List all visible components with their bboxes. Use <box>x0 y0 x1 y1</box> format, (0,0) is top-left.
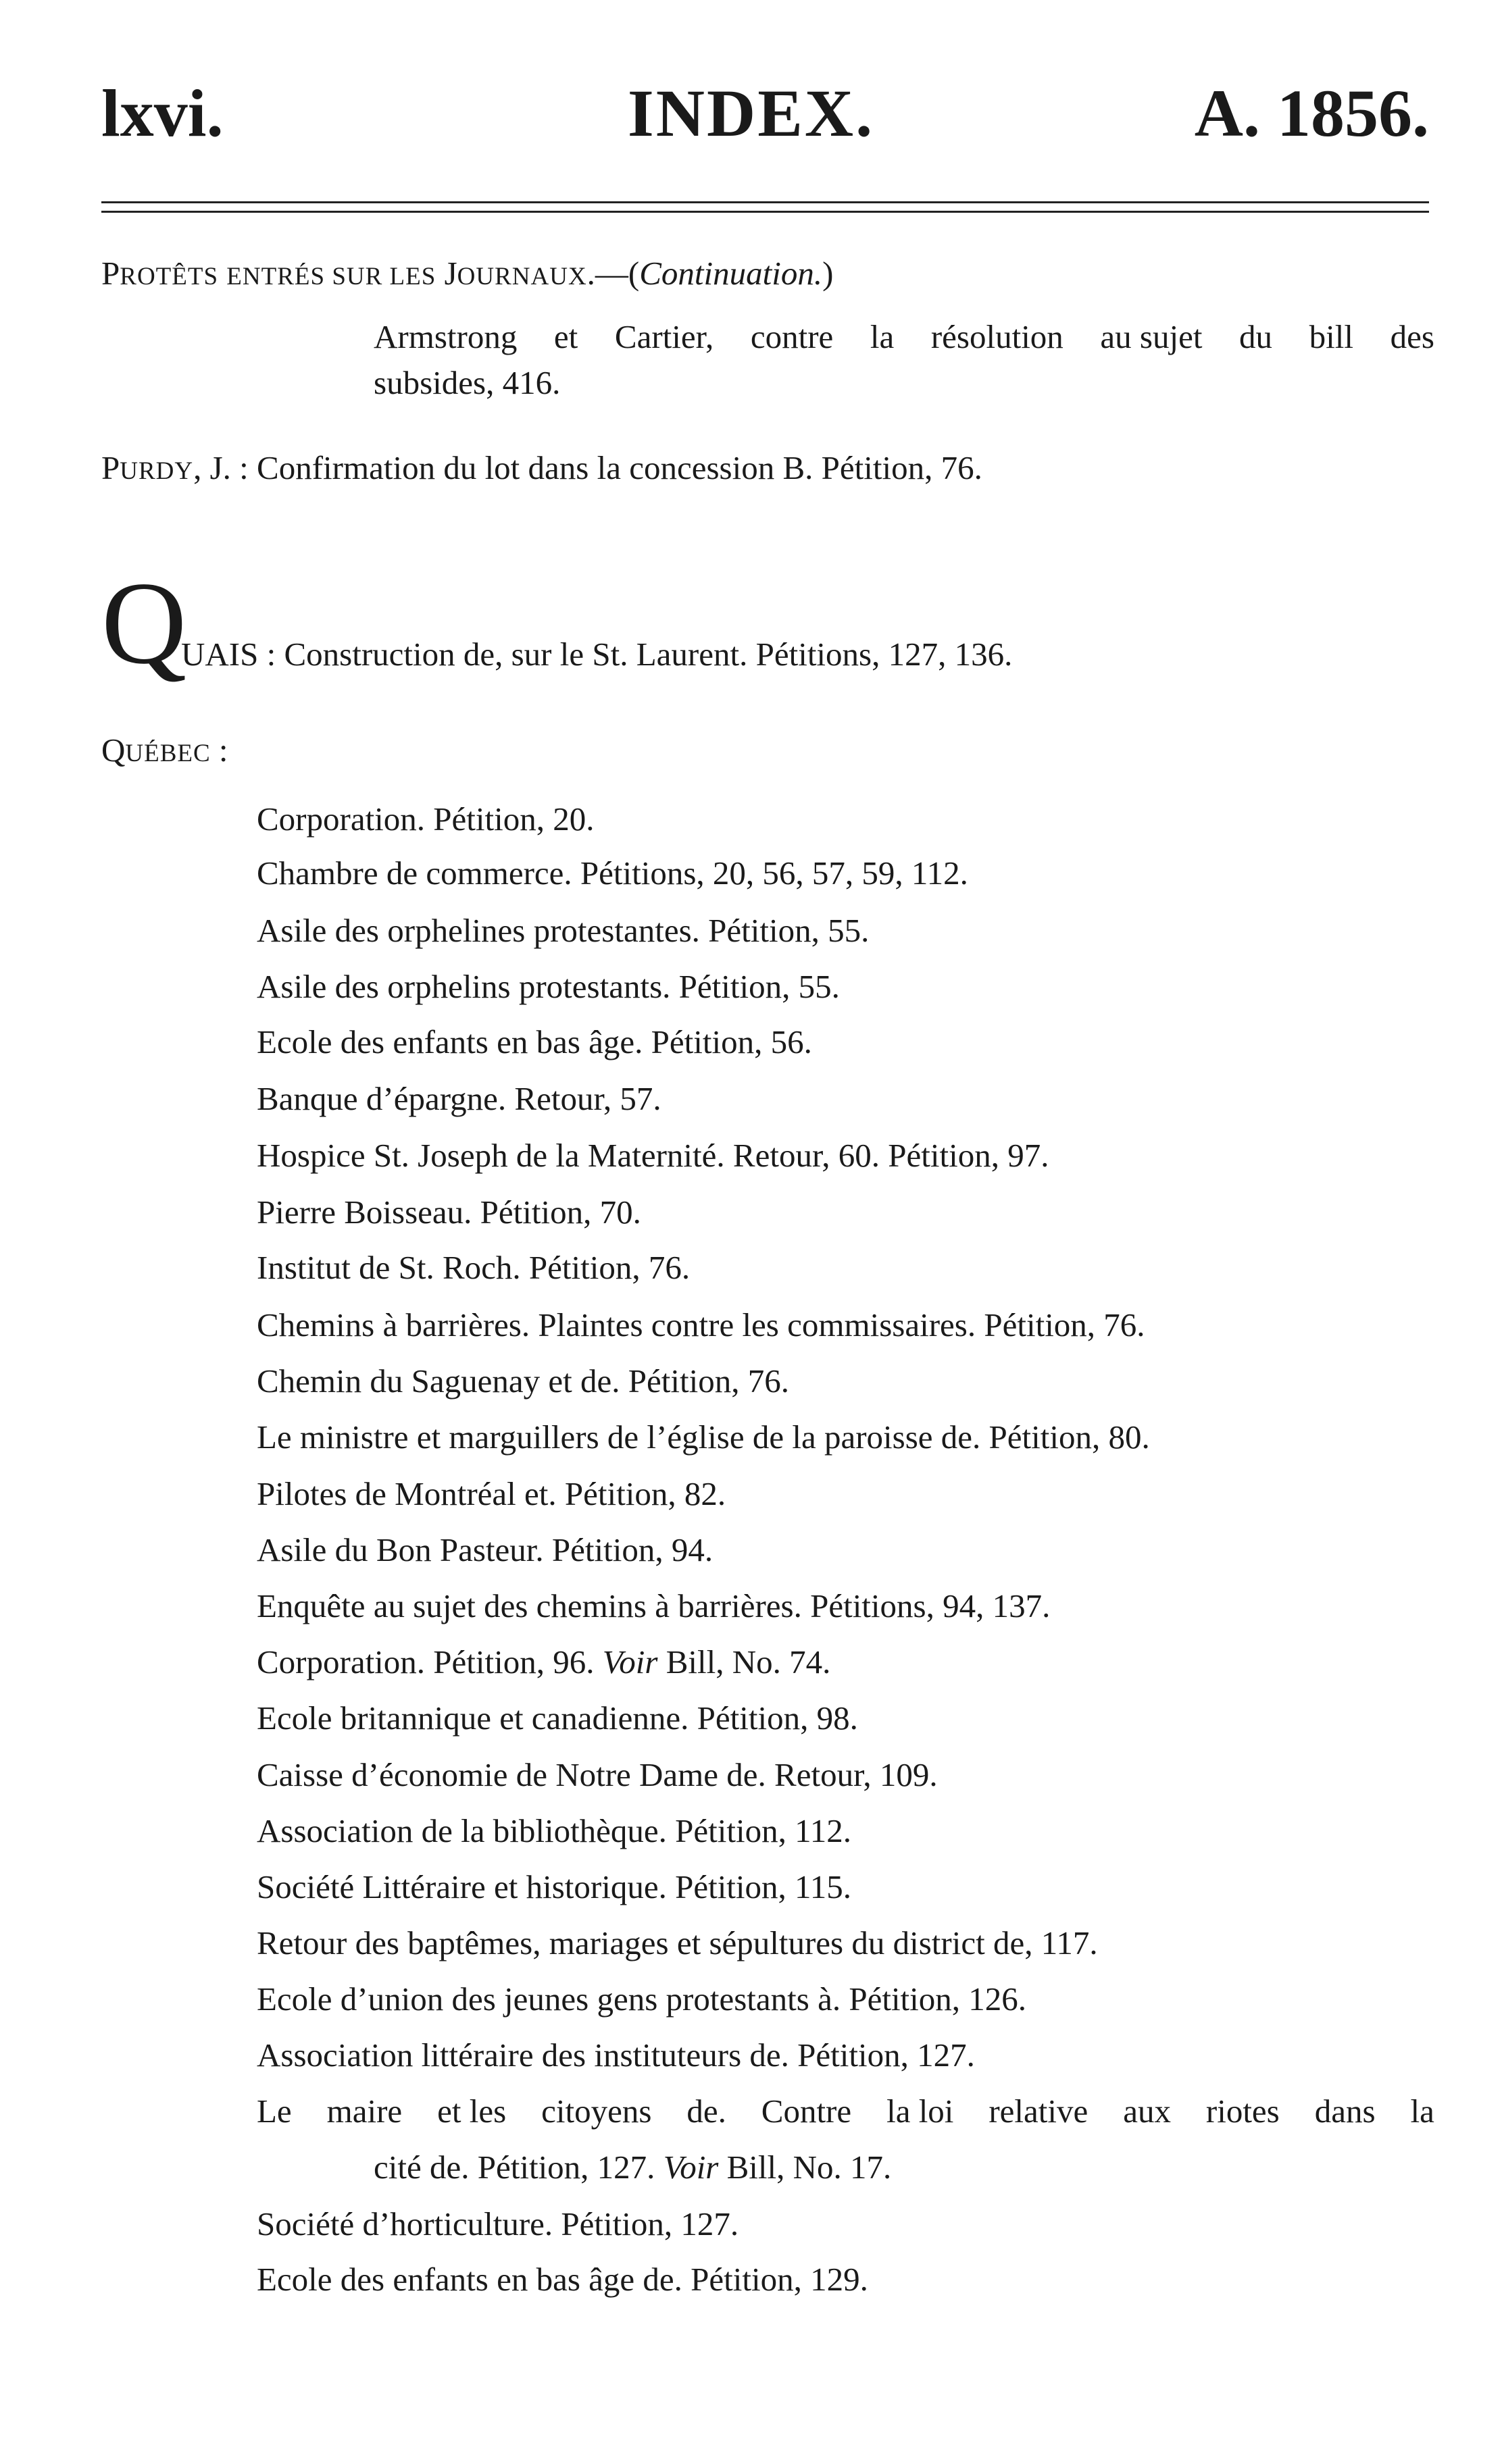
protets-close: ) <box>822 255 834 292</box>
page-year: A. 1856. <box>1194 76 1429 151</box>
header-rule-bottom <box>101 211 1429 213</box>
quebec-entry-maire-line1 <box>257 2095 1434 2128</box>
protets-word: Cartier, <box>614 318 714 355</box>
entry-word: relative <box>988 2093 1088 2130</box>
quebec-entry: Chemin du Saguenay et de. Pétition, 76. <box>257 1362 789 1400</box>
entry-word: citoyens <box>541 2093 652 2130</box>
quais-drop-cap: Q <box>101 557 187 688</box>
entry-text: Bill, No. 17. <box>718 2149 892 2186</box>
page-number: lxvi. <box>101 76 224 151</box>
quebec-entry: Chemins à barrières. Plaintes contre les commissaires. Pétition, 76. <box>257 1306 1145 1343</box>
protets-entry-line1 <box>374 320 1434 353</box>
entry-word: de. <box>686 2093 726 2130</box>
protets-word: du <box>1239 318 1273 355</box>
quebec-entry: Pilotes de Montréal et. Pétition, 82. <box>257 1475 726 1512</box>
entry-word: dans <box>1314 2093 1376 2130</box>
header-rule-top <box>101 201 1429 203</box>
protets-word: bill <box>1309 318 1353 355</box>
protets-mid: ENTRÉS SUR LES <box>226 263 436 290</box>
quebec-suffix: : <box>210 732 228 769</box>
quebec-entry: Société d’horticulture. Pétition, 127. <box>257 2205 739 2242</box>
entry-word: riotes <box>1205 2093 1280 2130</box>
entry-word: la loi <box>886 2093 954 2130</box>
purdy-name: URDY <box>120 457 194 485</box>
quebec-entry: Banque d’épargne. Retour, 57. <box>257 1080 661 1117</box>
voir-word: Voir <box>602 1643 658 1680</box>
quebec-entry: Enquête au sujet des chemins à barrières. Pétitions, 94, 137. <box>257 1587 1051 1624</box>
entry-word: maire <box>326 2093 403 2130</box>
quebec-entry-maire-line2 <box>374 2151 891 2184</box>
quais-entry <box>181 638 1012 671</box>
quebec-entry: Chambre de commerce. Pétitions, 20, 56, 57, 59, 112. <box>257 854 968 892</box>
quebec-entry: Asile des orphelins protestants. Pétition, 55. <box>257 968 840 1005</box>
protets-continuation: Continuation. <box>639 255 823 292</box>
purdy-initial: P <box>101 449 120 486</box>
quebec-entry: Institut de St. Roch. Pétition, 76. <box>257 1249 691 1286</box>
quebec-entry: Retour des baptêmes, mariages et sépultures du district de, 117. <box>257 1924 1098 1961</box>
quebec-entry: Asile des orphelines protestantes. Pétition, 55. <box>257 912 870 949</box>
protets-word: et <box>553 318 578 355</box>
quebec-entry: Ecole des enfants en bas âge de. Pétition, 129. <box>257 2261 868 2298</box>
protets-word: des <box>1390 318 1434 355</box>
entry-word: et les <box>437 2093 507 2130</box>
quebec-entry: Le ministre et marguillers de l’église de la paroisse de. Pétition, 80. <box>257 1418 1150 1456</box>
quebec-entry: Ecole d’union des jeunes gens protestants à. Pétition, 126. <box>257 1980 1027 2018</box>
quebec-heading <box>101 734 228 767</box>
entry-text: cité de. Pétition, 127. <box>374 2149 664 2186</box>
quebec-entry: Corporation. Pétition, 20. <box>257 800 595 838</box>
entry-word: Le <box>257 2093 292 2130</box>
protets-word: Armstrong <box>374 318 518 355</box>
entry-text: Corporation. Pétition, 96. <box>257 1643 603 1680</box>
protets-heading <box>101 257 833 290</box>
quais-text: : Construction de, sur le St. Laurent. Pétitions, 127, 136. <box>258 636 1013 673</box>
page-title: INDEX. <box>627 76 875 151</box>
protets-word: au sujet <box>1100 318 1203 355</box>
quebec-entry: Société Littéraire et historique. Pétition, 115. <box>257 1868 851 1905</box>
protets-entry-line2: subsides, 416. <box>374 364 561 401</box>
journaux-initial: J <box>444 255 457 292</box>
quebec-word: UÉBEC <box>125 740 211 767</box>
entry-word: Contre <box>761 2093 852 2130</box>
purdy-entry <box>101 451 982 484</box>
protets-word: la <box>870 318 895 355</box>
quebec-initial: Q <box>101 732 126 769</box>
entry-word: la <box>1410 2093 1434 2130</box>
entry-text: Bill, No. 74. <box>657 1643 831 1680</box>
quebec-entry: Hospice St. Joseph de la Maternité. Retour, 60. Pétition, 97. <box>257 1137 1049 1174</box>
purdy-suffix: , J. : <box>193 449 257 486</box>
protets-dash: .—( <box>586 255 640 292</box>
entry-word: aux <box>1123 2093 1171 2130</box>
quebec-entry: Association de la bibliothèque. Pétition, 112. <box>257 1812 852 1849</box>
protets-word: ROTÊTS <box>120 263 219 290</box>
quebec-entry: Asile du Bon Pasteur. Pétition, 94. <box>257 1531 714 1568</box>
quais-word: UAIS <box>181 636 259 673</box>
voir-word: Voir <box>663 2149 719 2186</box>
quebec-entry: Caisse d’économie de Notre Dame de. Retour, 109. <box>257 1756 938 1793</box>
quebec-entry: Pierre Boisseau. Pétition, 70. <box>257 1194 641 1231</box>
quebec-entry: Ecole des enfants en bas âge. Pétition, 56. <box>257 1023 812 1060</box>
quebec-entry-corporation-96 <box>257 1645 830 1678</box>
protets-initial: P <box>101 255 120 292</box>
purdy-text: Confirmation du lot dans la concession B. Pétition, 76. <box>257 449 982 486</box>
protets-word: résolution <box>930 318 1063 355</box>
quebec-entry: Ecole britannique et canadienne. Pétition, 98. <box>257 1699 858 1737</box>
protets-word: contre <box>750 318 834 355</box>
journaux-word: OURNAUX <box>457 263 587 290</box>
quebec-entry: Association littéraire des instituteurs de. Pétition, 127. <box>257 2036 975 2074</box>
